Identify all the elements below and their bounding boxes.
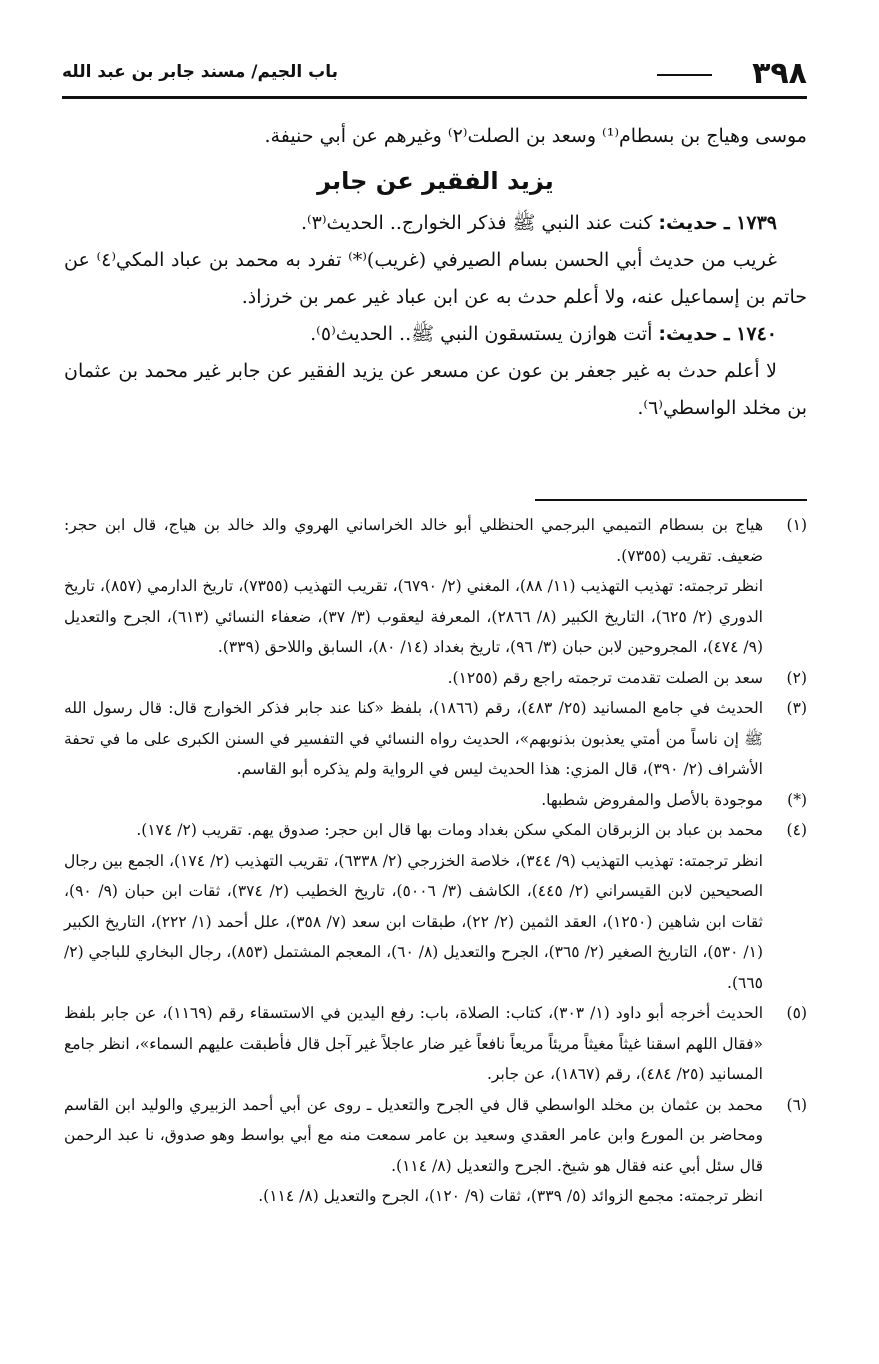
footnote-text: موجودة بالأصل والمفروض شطبها. <box>541 790 763 809</box>
footnote-mark: (٣) <box>786 699 807 717</box>
footnote-1 <box>64 510 807 663</box>
footnote-text: انظر ترجمته: تهذيب التهذيب (٩/ ٣٤٤)، خلاصة الخزرجي (٢/ ٦٣٣٨)، تقريب التهذيب (٢/ ١٧٤)، الجمع بين رجال الصحيحين لابن القيسراني (٢/ ٤٤٥)، الكاشف (٣/ ٥٠٠٦)، تاريخ الخطيب (٢/ ٣٧٤)، ثقات ابن حبان (٩/ ٩٠)، ثقات ابن شاهين (١٢٥٠)، العقد الثمين (٢/ ٢٢)، طبقات ابن سعد (٧/ ٣٥٨)، علل أحمد (١/ ٢٢٢)، التاريخ الكبير (١/ ٥٣٠)، التاريخ الصغير (٢/ ٣٦٥)، الجرح والتعديل (٨/ ٦٠)، المعجم المشتمل (٨٥٣)، رجال البخاري للباجي (٢/ ٦٦٥). <box>64 851 764 992</box>
footnote-mark: (*) <box>787 790 807 809</box>
footnote-mark: (٥) <box>786 1004 807 1022</box>
footnote-mark: (٢) <box>786 668 807 687</box>
intro-line: موسى وهياج بن بسطام⁽¹⁾ وسعد بن الصلت⁽٢⁾ وغيرهم عن أبي حنيفة. <box>264 125 807 147</box>
footnote-text: انظر ترجمته: مجمع الزوائد (٥/ ٣٣٩)، ثقات (٩/ ١٢٠)، الجرح والتعديل (٨/ ١١٤). <box>258 1187 763 1205</box>
section-title: يزيد الفقير عن جابر <box>317 167 554 195</box>
footnote-mark: (٤) <box>786 821 807 839</box>
footnote-mark: (١) <box>786 516 807 534</box>
footnote-5 <box>64 998 807 1090</box>
footnotes <box>64 510 807 1212</box>
hadith-1740 <box>64 316 807 353</box>
hadith-keyword: حديث: <box>658 212 718 234</box>
hadith-number: ١٧٣٩ ـ <box>723 212 777 234</box>
footnote-text: محمد بن عباد بن الزبرقان المكي سكن بغداد ومات بها قال ابن حجر: صدوق يهم. تقريب (٢/ ١٧٤). <box>136 821 763 839</box>
footnote-text: هياج بن بسطام التميمي البرجمي الحنظلي أبو خالد الخراساني الهروي والد خالد بن هياج، قال ابن حجر: ضعيف. تقريب (٧٣٥٥). <box>64 516 763 565</box>
footnote-2 <box>64 663 807 694</box>
running-head: باب الجيم/ مسند جابر بن عبد الله <box>62 62 338 82</box>
footnote-star <box>64 785 807 816</box>
footnote-mark: (٦) <box>786 1095 807 1114</box>
footnote-4 <box>64 815 807 998</box>
footnote-3 <box>64 693 807 785</box>
hadith-text: كنت عند النبي ﷺ فذكر الخوارج.. الحديث⁽٣⁾. <box>300 212 653 234</box>
footnote-text: انظر ترجمته: تهذيب التهذيب (١١/ ٨٨)، المغني (٢/ ٦٧٩٠)، تقريب التهذيب (٧٣٥٥)، تاريخ الدارمي (٨٥٧)، تاريخ الدوري (٢/ ٦٢٥)، التاريخ الكبير (٨/ ٢٨٦٦)، المعرفة ليعقوب (٣/ ٣٧)، ضعفاء النسائي (٦١٣)، الجرح والتعديل (٩/ ٤٧٤)، المجروحين لابن حبان (٣/ ٩٦)، تاريخ بغداد (١٤/ ٨٠)، السابق واللاحق (٣٣٩). <box>64 577 764 656</box>
hadith-1739-commentary: غريب من حديث أبي الحسن بسام الصيرفي (غريب)⁽*⁾ تفرد به محمد بن عباد المكي⁽٤⁾ عن حاتم بن إسماعيل عنه، ولا أعلم حدث به عن ابن عباد غير عمر بن خرزاذ. <box>64 249 807 308</box>
footnote-text: سعد بن الصلت تقدمت ترجمته راجع رقم (١٢٥٥). <box>447 668 763 687</box>
main-text <box>64 118 807 427</box>
footnote-divider <box>535 499 807 501</box>
page-number: ٣٩٨ <box>752 56 807 91</box>
footnote-text: محمد بن عثمان بن مخلد الواسطي قال في الجرح والتعديل ـ روى عن أبي أحمد الزبيري والوليد ابن القاسم ومحاضر بن المورع وابن عامر العقدي وسعيد بن عامر سمعت منه مع أبي بواسط وهو صدوق، نا عبد الرحمن قال سئل أبي عنه فقال هو شيخ. الجرح والتعديل (٨/ ١١٤). <box>64 1095 763 1175</box>
hadith-1739 <box>64 205 807 242</box>
footnote-6 <box>64 1090 807 1212</box>
hadith-keyword: حديث: <box>658 323 718 345</box>
header-dash <box>657 74 712 76</box>
hadith-number: ١٧٤٠ ـ <box>723 323 777 345</box>
footnote-text: الحديث أخرجه أبو داود (١/ ٣٠٣)، كتاب: الصلاة، باب: رفع اليدين في الاستسقاء رقم (١١٦٩)، عن جابر بلفظ «فقال اللهم اسقنا غيثاً مغيثاً مريئاً مريعاً نافعاً غير ضار عاجلاً غير آجل قال فأطبقت عليهم السماء»، انظر جامع المسانيد (٢٥/ ٤٨٤)، رقم (١٨٦٧)، عن جابر. <box>64 1004 764 1083</box>
hadith-1740-commentary: لا أعلم حدث به غير جعفر بن عون عن مسعر عن يزيد الفقير عن جابر غير محمد بن عثمان بن مخلد الواسطي⁽٦⁾. <box>64 360 807 419</box>
hadith-text: أتت هوازن يستسقون النبي ﷺ.. الحديث⁽٥⁾. <box>310 323 653 345</box>
footnote-text: الحديث في جامع المسانيد (٢٥/ ٤٨٣)، رقم (١٨٦٦)، بلفظ «كنا عند جابر فذكر الخوارج قال: قال رسول الله ﷺ إن ناساً من أمتي يعذبون بذنوبهم»، الحديث رواه النسائي في التفسير في السنن الكبرى على ما في تحفة الأشراف (٢/ ٣٩٠)، قال المزي: هذا الحديث ليس في الرواية ولم يذكره أبو القاسم. <box>64 699 763 778</box>
page-header <box>62 52 807 99</box>
